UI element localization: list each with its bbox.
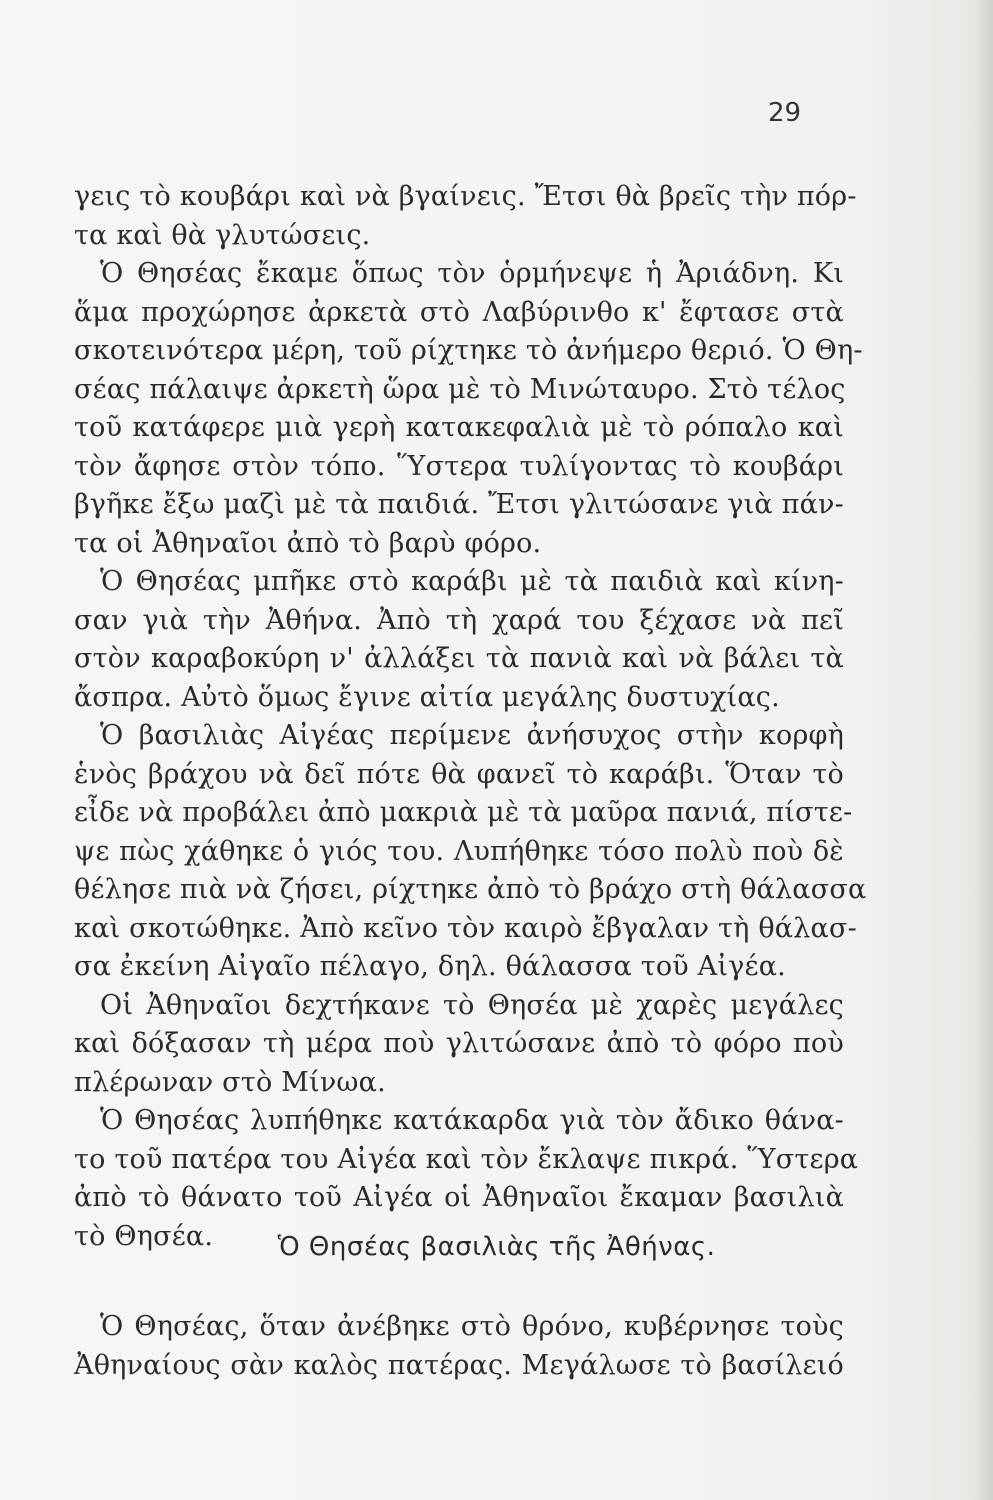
text-line: Ὁ Θησέας ἔκαμε ὅπως τὸν ὁρμήνεψε ἡ Ἀριάδνη. Κι <box>100 258 844 289</box>
text-line: ἄσπρα. Αὐτὸ ὅμως ἔγινε αἰτία μεγάλης δυστυχίας. <box>74 681 780 713</box>
text-line: ψε πὼς χάθηκε ὁ γιός του. Λυπήθηκε τόσο πολὺ ποὺ δὲ <box>74 835 844 867</box>
text-line: ἅμα προχώρησε ἀρκετὰ στὸ Λαβύρινθο κ' ἔφτασε στὰ <box>74 296 844 328</box>
text-line: ἀπὸ τὸ θάνατο τοῦ Αἰγέα οἱ Ἀθηναῖοι ἔκαμαν βασιλιὰ <box>74 1182 844 1213</box>
text-line: στὸν καραβοκύρη ν' ἀλλάξει τὰ πανιὰ καὶ νὰ βάλει τὰ <box>74 643 844 674</box>
text-line: τὸ Θησέα. <box>74 1220 214 1252</box>
page-edge-shadow <box>975 0 993 1500</box>
text-line: θέλησε πιὰ νὰ ζήσει, ρίχτηκε ἀπὸ τὸ βράχο στὴ θάλασσα <box>74 874 867 905</box>
text-line: τὸν ἄφησε στὸν τόπο. Ὕστερα τυλίγοντας τὸ κουβάρι <box>74 450 844 482</box>
text-line: Ὁ βασιλιὰς Αἰγέας περίμενε ἀνήσυχος στὴν κορφὴ <box>100 720 844 751</box>
text-line: Ὁ Θησέας, ὅταν ἀνέβηκε στὸ θρόνο, κυβέρνησε τοὺς <box>100 1311 844 1342</box>
text-line: ἑνὸς βράχου νὰ δεῖ πότε θὰ φανεῖ τὸ καράβι. Ὅταν τὸ <box>74 758 844 790</box>
section-heading: Ὁ Θησέας βασιλιὰς τῆς Ἀθήνας. <box>277 1232 716 1262</box>
text-line: τοῦ κατάφερε μιὰ γερὴ κατακεφαλιὰ μὲ τὸ ρόπαλο καὶ <box>74 412 844 443</box>
text-line: σκοτεινότερα μέρη, τοῦ ρίχτηκε τὸ ἀνήμερο θεριό. Ὁ Θη- <box>74 335 863 366</box>
text-line: το τοῦ πατέρα του Αἰγέα καὶ τὸν ἔκλαψε πικρά. Ὕστερα <box>74 1143 859 1175</box>
text-line: σαν γιὰ τὴν Ἀθήνα. Ἀπὸ τὴ χαρά του ξέχασε νὰ πεῖ <box>74 604 844 636</box>
text-line: Ἀθηναίους σὰν καλὸς πατέρας. Μεγάλωσε τὸ βασίλειό <box>74 1349 844 1381</box>
section-text <box>74 1308 844 1385</box>
text-line: σα ἐκείνη Αἰγαῖο πέλαγο, δηλ. θάλασσα τοῦ Αἰγέα. <box>74 951 786 982</box>
text-line: σέας πάλαιψε ἀρκετὴ ὥρα μὲ τὸ Μινώταυρο. Στὸ τέλος <box>74 373 846 405</box>
text-line: Ὁ Θησέας μπῆκε στὸ καράβι μὲ τὰ παιδιὰ καὶ κίνη- <box>100 566 844 597</box>
text-line: Οἱ Ἀθηναῖοι δεχτήκανε τὸ Θησέα μὲ χαρὲς μεγάλες <box>100 989 844 1021</box>
main-text <box>74 178 867 1256</box>
page-number: 29 <box>768 98 802 128</box>
text-line: τα οἱ Ἀθηναῖοι ἀπὸ τὸ βαρὺ φόρο. <box>74 527 542 559</box>
text-line: βγῆκε ἔξω μαζὶ μὲ τὰ παιδιά. Ἔτσι γλιτώσανε γιὰ πάν- <box>74 489 844 520</box>
text-line: καὶ σκοτώθηκε. Ἀπὸ κεῖνο τὸν καιρὸ ἔβγαλαν τὴ θάλασ- <box>74 912 857 944</box>
text-line: γεις τὸ κουβάρι καὶ νὰ βγαίνεις. Ἔτσι θὰ βρεῖς τὴν πόρ- <box>74 181 857 212</box>
text-line: Ὁ Θησέας λυπήθηκε κατάκαρδα γιὰ τὸν ἄδικο θάνα- <box>100 1105 844 1136</box>
text-line: καὶ δόξασαν τὴ μέρα ποὺ γλιτώσανε ἀπὸ τὸ φόρο ποὺ <box>74 1028 844 1059</box>
text-line: εἶδε νὰ προβάλει ἀπὸ μακριὰ μὲ τὰ μαῦρα πανιά, πίστε- <box>74 797 853 828</box>
text-line: πλέρωναν στὸ Μίνωα. <box>74 1066 386 1098</box>
text-line: τα καὶ θὰ γλυτώσεις. <box>74 219 371 251</box>
